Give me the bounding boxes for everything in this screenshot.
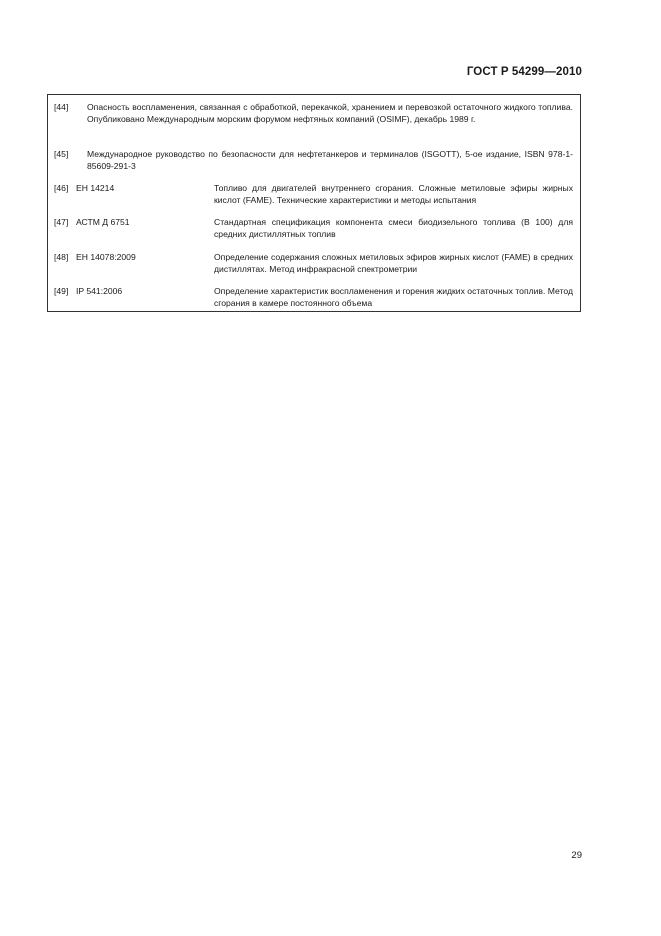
entry-text: Опасность воспламенения, связанная с обработкой, перекачкой, хранением и перевозкой остаточного жидкого топлива. Опубликовано Международным морским форумом нефтяных компаний (OSIMF), декабрь 1989 г. — [87, 102, 573, 124]
entry-number: [45] — [54, 149, 69, 159]
entry-text: Определение содержания сложных метиловых эфиров жирных кислот (FAME) в средних дистиллятах. Метод инфракрасной спектрометрии — [214, 252, 573, 274]
entry-number: [47] — [54, 217, 69, 227]
bibliography-entry-44 — [54, 101, 573, 125]
entry-number: [46] — [54, 183, 69, 193]
entry-standard-code: ЕН 14078:2009 — [76, 252, 136, 262]
entry-standard-code: ЕН 14214 — [76, 183, 115, 193]
entry-text: Определение характеристик воспламенения и горения жидких остаточных топлив. Метод сгорания в камере постоянного объема — [214, 286, 573, 308]
document-standard-id: ГОСТ Р 54299—2010 — [466, 66, 582, 78]
entry-number: [44] — [54, 102, 69, 112]
entry-number: [48] — [54, 252, 69, 262]
bibliography-entry-49 — [54, 285, 573, 309]
bibliography-entry-47 — [54, 216, 573, 240]
entry-standard-code: IP 541:2006 — [76, 286, 123, 296]
bibliography-frame — [47, 94, 581, 312]
entry-number: [49] — [54, 286, 69, 296]
page-number: 29 — [571, 850, 582, 861]
entry-text: Стандартная спецификация компонента смеси биодизельного топлива (В 100) для средних дистиллятных топлив — [214, 217, 573, 239]
bibliography-entry-45 — [54, 148, 573, 172]
bibliography-entry-46 — [54, 182, 573, 206]
entry-text: Международное руководство по безопасности для нефтетанкеров и терминалов (ISGOTT), 5-ое издание, ISBN 978-1-85609-291-3 — [87, 149, 573, 171]
entry-text: Топливо для двигателей внутреннего сгорания. Сложные метиловые эфиры жирных кислот (FAME). Технические характеристики и методы испытания — [214, 183, 573, 205]
bibliography-entry-48 — [54, 251, 573, 275]
entry-standard-code: АСТМ Д 6751 — [76, 217, 130, 227]
